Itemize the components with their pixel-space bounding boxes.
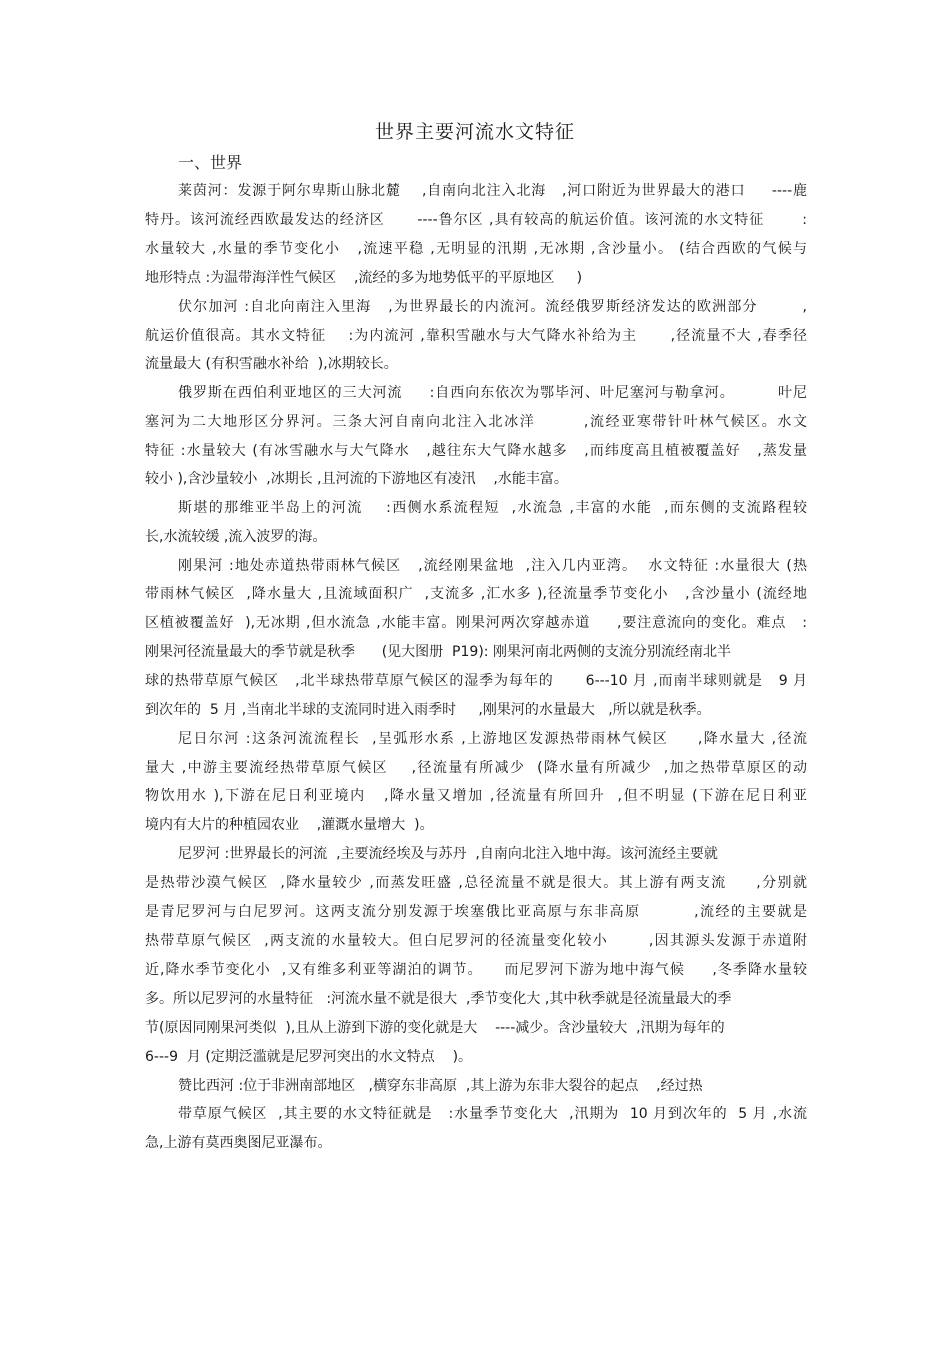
paragraph-line: 带雨林气候区 ,降水量大 ,且流域面积广 ,支流多 ,汇水多 ),径流量季节变化小 ,含沙量小 (流经地 (145, 586, 807, 602)
paragraph-line: 流量最大 (有积雪融水补给 ),冰期较长。 (145, 356, 398, 372)
paragraph-line: 塞河为二大地形区分界河。三条大河自南向北注入北冰洋 ,流经亚寒带针叶林气候区。水文 (145, 414, 807, 430)
paragraph-line: 近,降水季节变化小 ,又有维多利亚等湖泊的调节。 而尼罗河下游为地中海气候 ,冬季降水量较 (145, 962, 807, 978)
paragraph-line: 伏尔加河 :自北向南注入里海 ,为世界最长的内流河。流经俄罗斯经济发达的欧洲部分 , (178, 299, 807, 315)
paragraph-line: 6---9 月 (定期泛滥就是尼罗河突出的水文特点 )。 (145, 1049, 473, 1065)
paragraph-line: 航运价值很高。其水文特征 :为内流河 ,靠积雪融水与大气降水补给为主 ,径流量不大 ,春季径 (145, 328, 807, 344)
paragraph-line: 球的热带草原气候区 ,北半球热带草原气候区的湿季为每年的 6---10 月 ,而南半球则就是 9 月 (145, 673, 807, 689)
paragraph-line: 区植被覆盖好 ),无冰期 ,但水流急 ,水能丰富。刚果河两次穿越赤道 ,要注意流向的变化。难点 : (145, 615, 807, 631)
paragraph-line: 斯堪的那维亚半岛上的河流 :西侧水系流程短 ,水流急 ,丰富的水能 ,而东侧的支流路程较 (178, 500, 807, 516)
paragraph-line: 尼罗河 :世界最长的河流 ,主要流经埃及与苏丹 ,自南向北注入地中海。该河流经主要就 (178, 846, 718, 862)
paragraph-line: 较小 ),含沙量较小 ,冰期长 ,且河流的下游地区有凌汛 ,水能丰富。 (145, 471, 568, 487)
paragraph-line: 境内有大片的种植园农业 ,灌溉水量增大 )。 (145, 817, 434, 833)
paragraph-line: 尼日尔河 :这条河流流程长 ,呈弧形水系 ,上游地区发源热带雨林气候区 ,降水量大 ,径流 (178, 731, 807, 747)
paragraph-line: 量大 ,中游主要流经热带草原气候区 ,径流量有所减少 (降水量有所减少 ,加之热带草原区的动 (145, 760, 807, 776)
paragraph-line: 到次年的 5 月 ,当南北半球的支流同时进入雨季时 ,刚果河的水量最大 ,所以就是秋季。 (145, 702, 711, 718)
paragraph-line: 热带草原气候区 ,两支流的水量较大。但白尼罗河的径流量变化较小 ,因其源头发源于赤道附 (145, 933, 807, 949)
paragraph-line: 是热带沙漠气候区 ,降水量较少 ,而蒸发旺盛 ,总径流量不就是很大。其上游有两支流 ,分别就 (145, 875, 807, 891)
paragraph-line: 刚果河径流量最大的季节就是秋季 (见大图册 P19): 刚果河南北两侧的支流分别流经南北半 (145, 644, 731, 660)
paragraph-line: 刚果河 :地处赤道热带雨林气候区 ,流经刚果盆地 ,注入几内亚湾。 水文特征 :水量很大 (热 (178, 558, 807, 574)
paragraph-line: 水量较大 ,水量的季节变化小 ,流速平稳 ,无明显的汛期 ,无冰期 ,含沙量小。 (结合西欧的气候与 (145, 241, 807, 257)
paragraph-line: 莱茵河：发源于阿尔卑斯山脉北麓 ,自南向北注入北海 ,河口附近为世界最大的港口 ----鹿 (178, 183, 807, 199)
paragraph-line: 地形特点 :为温带海洋性气候区 ,流经的多为地势低平的平原地区 ) (145, 270, 583, 286)
document-title: 世界主要河流水文特征 (374, 121, 575, 143)
paragraph-line: 节(原因同刚果河类似 ),且从上游到下游的变化就是大 ----减少。含沙量较大 ,汛期为每年的 (145, 1020, 725, 1036)
paragraph-line: 带草原气候区 ,其主要的水文特征就是 :水量季节变化大 ,汛期为 10 月到次年的 5 月 ,水流 (178, 1106, 807, 1122)
paragraph-line: 多。所以尼罗河的水量特征 :河流水量不就是很大 ,季节变化大 ,其中秋季就是径流量最大的季 (145, 991, 732, 1007)
paragraph-line: 急,上游有莫西奥图尼亚瀑布。 (145, 1135, 332, 1151)
paragraph-line: 长,水流较缓 ,流入波罗的海。 (145, 529, 327, 545)
paragraph-line: 俄罗斯在西伯利亚地区的三大河流 :自西向东依次为鄂毕河、叶尼塞河与勒拿河。 叶尼 (178, 385, 807, 401)
paragraph-line: 赞比西河 :位于非洲南部地区 ,横穿东非高原 ,其上游为东非大裂谷的起点 ,经过热 (178, 1078, 703, 1094)
paragraph-line: 特丹。该河流经西欧最发达的经济区 ----鲁尔区 ,具有较高的航运价值。该河流的水文特征 : (145, 212, 807, 228)
paragraph-line: 物饮用水 ),下游在尼日利亚境内 ,降水量又增加 ,径流量有所回升 ,但不明显 (下游在尼日利亚 (145, 788, 807, 804)
section-heading: 一、世界 (178, 153, 243, 172)
paragraph-line: 特征 :水量较大 (有冰雪融水与大气降水 ,越往东大气降水越多 ,而纬度高且植被覆盖好 ,蒸发量 (145, 443, 807, 459)
paragraph-line: 是青尼罗河与白尼罗河。这两支流分别发源于埃塞俄比亚高原与东非高原 ,流经的主要就是 (145, 904, 807, 920)
